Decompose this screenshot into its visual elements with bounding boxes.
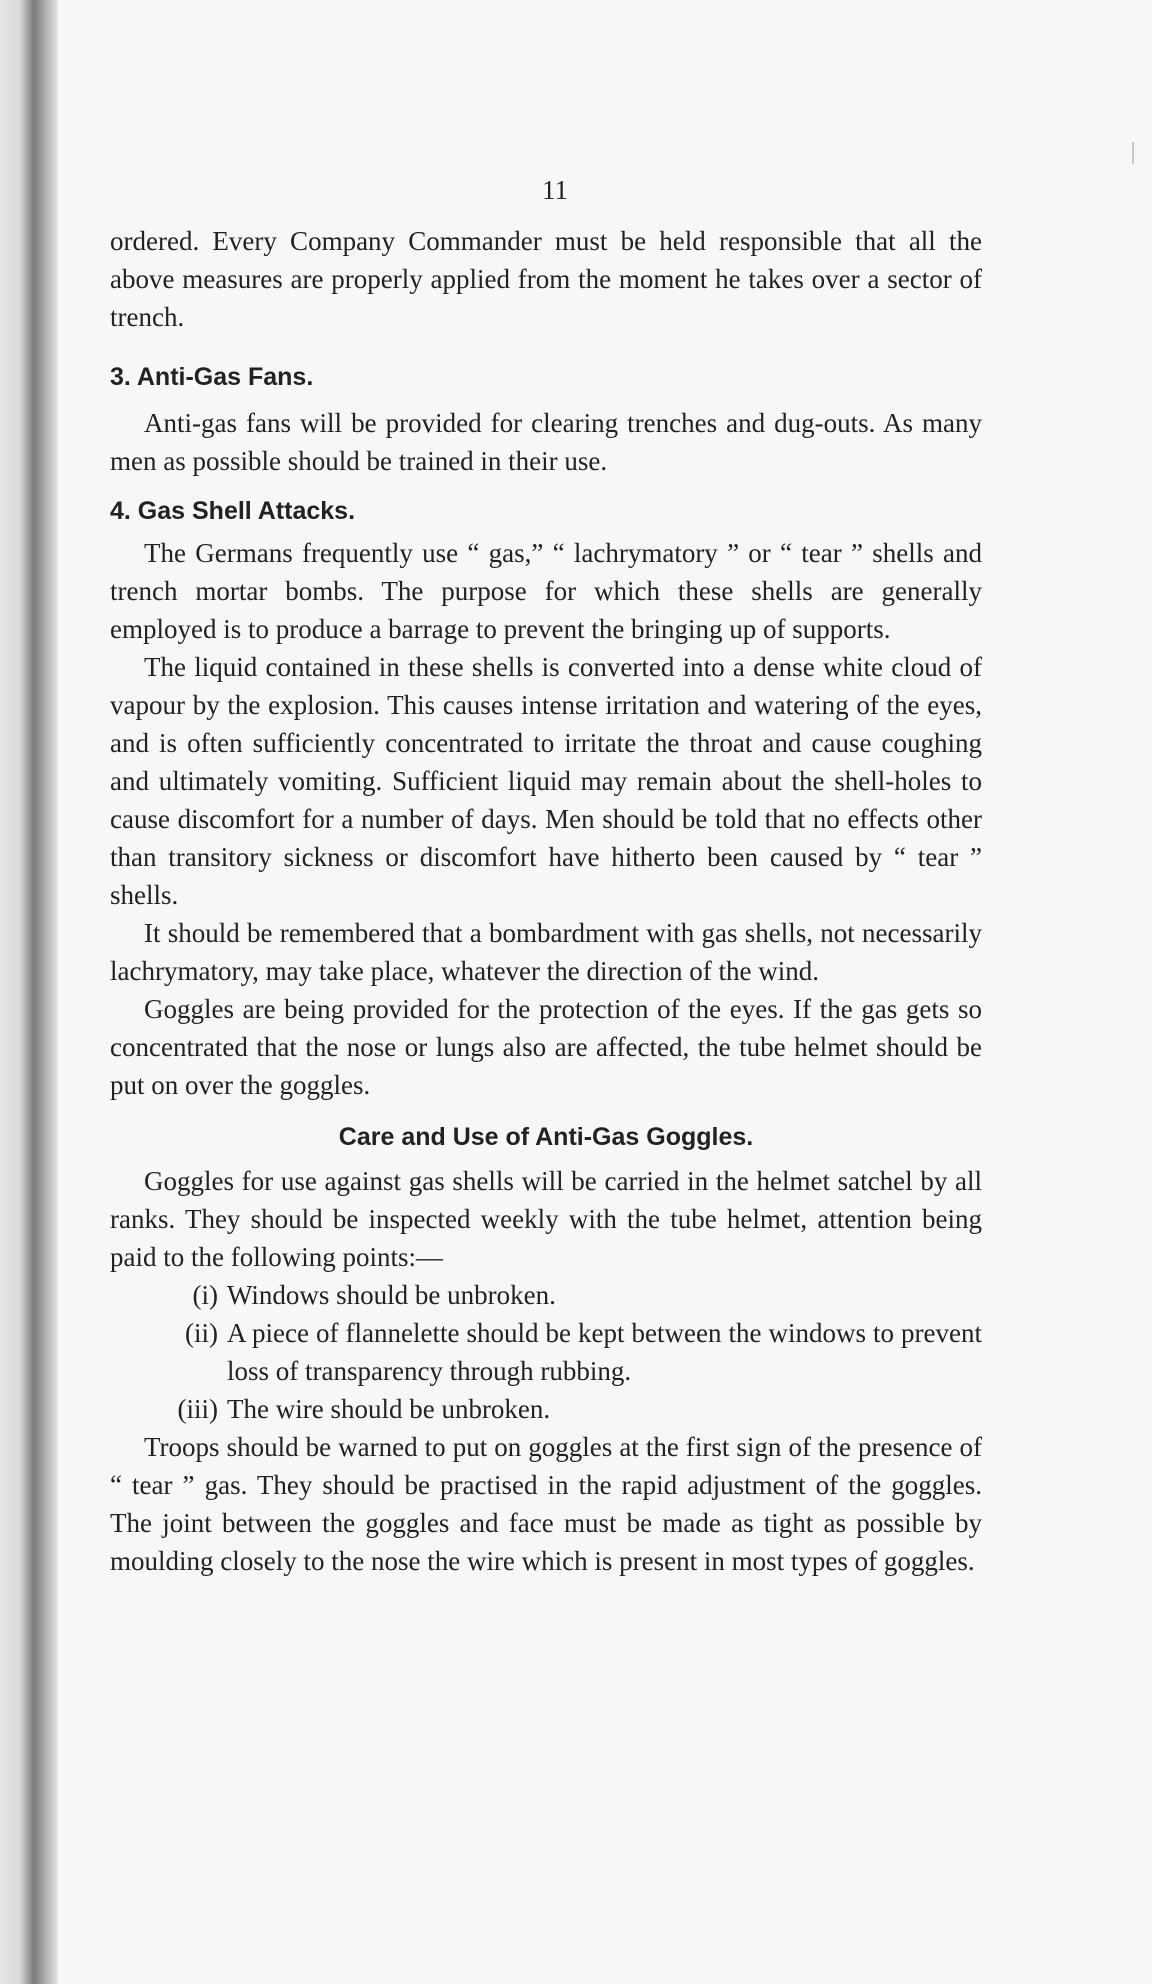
- list-item-number: (i): [192, 1280, 218, 1310]
- page-body: [110, 222, 982, 1580]
- section-4-paragraph: Goggles are being provided for the protection of the eyes. If the gas gets so concentrated that the nose or lungs also are affected, the tube helmet should be put on over the goggles.: [110, 994, 982, 1100]
- page-number: 11: [542, 175, 568, 205]
- page-edge-mark: [1132, 142, 1134, 164]
- list-item-number: (ii): [185, 1318, 218, 1348]
- list-item: [110, 1314, 982, 1390]
- section-4-heading: 4. Gas Shell Attacks.: [110, 497, 356, 525]
- section-3-heading: 3. Anti-Gas Fans.: [110, 363, 314, 391]
- list-item: [110, 1276, 982, 1314]
- list-item-number: (iii): [177, 1394, 218, 1424]
- book-spine-shadow: [0, 0, 58, 1984]
- list-item-text: A piece of flannelette should be kept between the windows to prevent loss of transparency through rubbing.: [227, 1318, 982, 1386]
- goggles-heading: Care and Use of Anti-Gas Goggles.: [338, 1123, 754, 1151]
- section-3-body: Anti-gas fans will be provided for clearing trenches and dug-outs. As many men as possible should be trained in their use.: [110, 408, 982, 476]
- goggles-intro: Goggles for use against gas shells will be carried in the helmet satchel by all ranks. They should be inspected weekly with the tube helmet, attention being paid to the following points:—: [110, 1166, 982, 1272]
- list-item: [110, 1390, 982, 1428]
- section-4-paragraph: The liquid contained in these shells is converted into a dense white cloud of vapour by the explosion. This causes intense irritation and watering of the eyes, and is often sufficiently concentrated to irritate the throat and cause coughing and ultimately vomiting. Sufficient liquid may remain about the shell-holes to cause discomfort for a number of days. Men should be told that no effects other than transitory sickness or discomfort have hitherto been caused by “ tear ” shells.: [110, 652, 982, 910]
- section-4-paragraph: The Germans frequently use “ gas,” “ lachrymatory ” or “ tear ” shells and trench mortar bombs. The purpose for which these shells are generally employed is to produce a barrage to prevent the bringing up of supports.: [110, 538, 982, 644]
- goggles-closing-paragraph: Troops should be warned to put on goggles at the first sign of the presence of “ tear ” gas. They should be practised in the rapid adjustment of the goggles. The joint between the goggles and face must be made as tight as possible by moulding closely to the nose the wire which is present in most types of goggles.: [110, 1432, 982, 1576]
- intro-paragraph: ordered. Every Company Commander must be held responsible that all the above measures are properly applied from the moment he takes over a sector of trench.: [110, 226, 982, 332]
- section-4-paragraph: It should be remembered that a bombardment with gas shells, not necessarily lachrymatory, may take place, whatever the direction of the wind.: [110, 918, 982, 986]
- list-item-text: Windows should be unbroken.: [227, 1280, 556, 1310]
- list-item-text: The wire should be unbroken.: [227, 1394, 551, 1424]
